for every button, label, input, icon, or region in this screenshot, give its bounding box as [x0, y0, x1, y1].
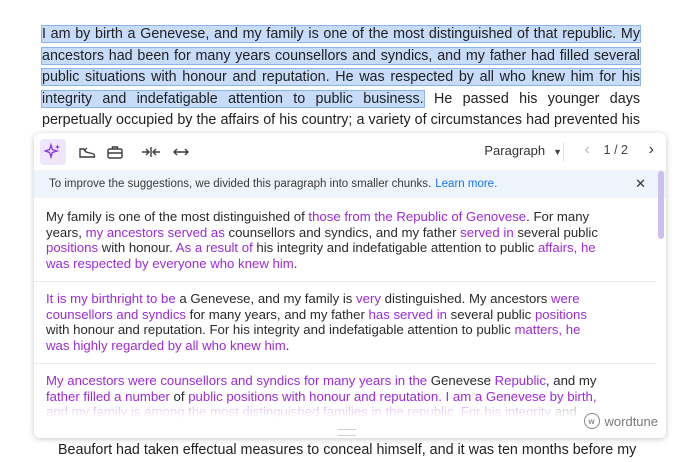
selected-text[interactable]: I am by birth a Genevese, and my family is one of the most distinguished of that republic. My ancestors had been for many years counsellors and syndics, and my father had filled several public situations with honour and reputation. He was respected by all who knew him for his integrity and indefatigable attention to public business.	[42, 26, 640, 107]
wordtune-brand	[584, 413, 658, 429]
shoe-icon[interactable]	[74, 139, 100, 165]
suggested-change: My ancestors were counsellors and syndics for many years in the	[46, 373, 428, 388]
sparkles-icon[interactable]	[40, 139, 66, 165]
suggested-change: As a result of	[175, 240, 253, 255]
suggestion-card[interactable]	[34, 199, 656, 282]
suggestion-text: distinguished. My ancestors	[380, 291, 552, 306]
chevron-left-icon[interactable]: ‹	[584, 141, 590, 158]
learn-more-link[interactable]: Learn more.	[435, 178, 498, 190]
suggestion-text: .	[285, 337, 290, 353]
suggested-change: father filled a number	[46, 388, 170, 404]
pager-count: 1 / 2	[603, 143, 628, 157]
suggestion-text: a Genevese, and my family is	[175, 291, 357, 306]
suggestion-text: several public	[513, 224, 598, 240]
suggested-change: my ancestors served as	[85, 224, 225, 240]
notice-text	[49, 178, 497, 190]
suggestion-text: counsellors and syndics, and my father	[224, 224, 461, 240]
toolbar-divider	[563, 142, 564, 162]
panel-footer	[34, 404, 666, 438]
document-bottom-line: Beaufort had taken effectual measures to conceal himself, and it was ten months before my	[58, 442, 637, 458]
suggested-change: Republic	[494, 373, 546, 388]
suggestion-list	[34, 199, 656, 437]
suggested-change: were counsellors and syndics	[46, 291, 580, 322]
briefcase-icon[interactable]	[102, 139, 128, 165]
scrollbar-thumb[interactable]	[658, 171, 664, 239]
suggestion-text: for many years, and my father	[186, 306, 369, 322]
expand-icon[interactable]	[168, 139, 194, 165]
chevron-right-icon[interactable]: ›	[648, 141, 654, 158]
suggestion-text: with honour and reputation. For his integrity and indefatigable attention to public	[46, 322, 515, 337]
suggested-change: It is my birthright to be	[46, 291, 176, 306]
suggested-change: served in	[460, 224, 514, 240]
suggestion-text: . For many years,	[46, 209, 590, 240]
resize-grip-icon[interactable]	[338, 429, 356, 436]
suggestion-text: his integrity and indefatigable attention to public	[252, 240, 538, 255]
suggested-change: matters, he was highly regarded by all who knew him	[46, 322, 581, 353]
suggested-change: has served in	[368, 306, 447, 322]
wordtune-logo-icon: w	[584, 413, 600, 429]
paragraph-dropdown-label: Paragraph	[484, 143, 546, 158]
suggestion-text: of	[169, 388, 189, 404]
paragraph-dropdown[interactable]	[484, 143, 562, 158]
suggestion-text: My family is one of the most distinguished of	[46, 209, 309, 224]
suggested-change: affairs, he was respected by everyone who knew him	[46, 240, 596, 271]
panel-toolbar	[34, 133, 666, 171]
suggestion-card[interactable]	[34, 282, 656, 364]
brand-name: wordtune	[604, 413, 658, 429]
caret-down-icon: ▼	[553, 147, 562, 157]
paragraph-rest: He passed his younger days perpetually occupied by the affairs of his country; a variety of circumstances had prevented his	[42, 90, 640, 128]
suggested-change: very	[356, 291, 381, 306]
wordtune-panel	[34, 133, 666, 438]
suggested-change: positions	[534, 306, 587, 322]
close-icon[interactable]: ✕	[635, 176, 646, 191]
suggestion-text: several public	[446, 306, 535, 322]
suggested-change: public positions with honour and reputation. I am a Genevese by birth,	[188, 388, 597, 404]
notice-message: To improve the suggestions, we divided this paragraph into smaller chunks.	[49, 178, 432, 190]
suggested-change: those from the Republic of Genovese	[308, 209, 527, 224]
shorten-icon[interactable]	[138, 139, 164, 165]
suggestion-text: with honour.	[98, 240, 176, 255]
suggestion-text: .	[293, 255, 298, 271]
suggested-change: positions	[46, 240, 99, 255]
chunk-notice	[34, 170, 666, 198]
suggestion-text: Genevese	[427, 373, 495, 388]
suggestion-text: , and my	[545, 373, 597, 388]
